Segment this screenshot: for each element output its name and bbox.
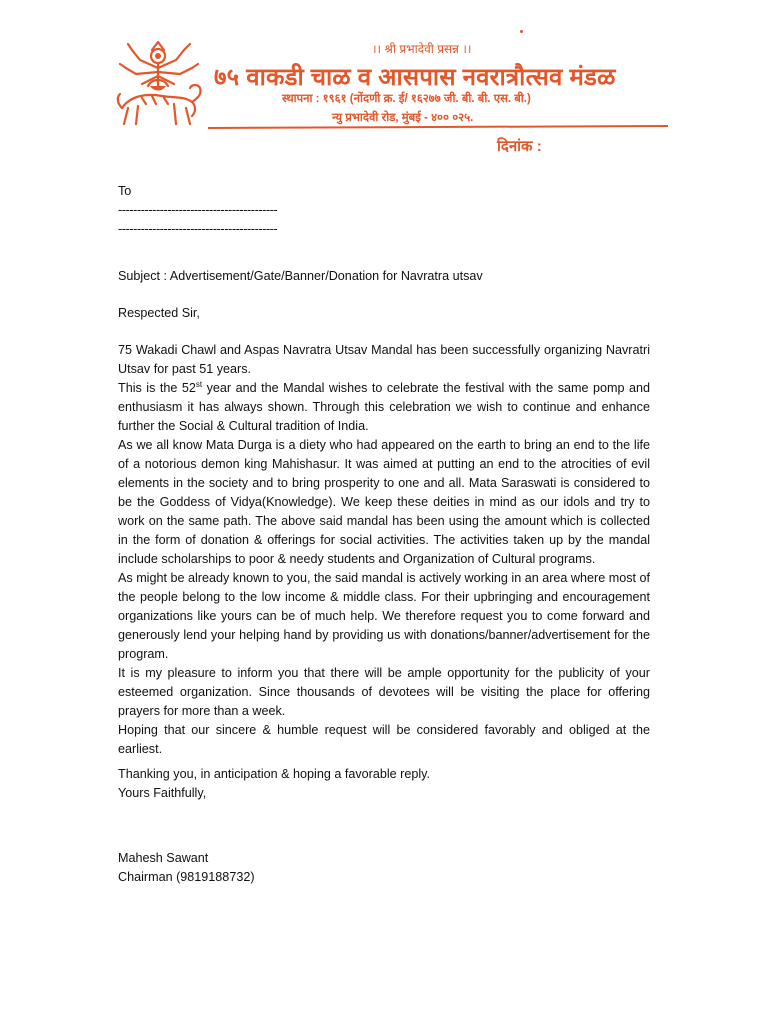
paragraph-intro: 75 Wakadi Chawl and Aspas Navratra Utsav Mandal has been successfully organizing Navratri Utsav for past 51 years. — [118, 343, 650, 376]
decorative-dot — [520, 30, 523, 33]
paragraph-year-rest: year and the Mandal wishes to celebrate the festival with the same pomp and enthusiasm it has always shown. Through this celebration we wish to continue and enhance further the Social & Cultural tradition of India. — [118, 381, 650, 433]
paragraph-publicity: It is my pleasure to inform you that there will be ample opportunity for the publicity of your esteemed organization. Since thousands of devotees will be visiting the place for offering prayers for more than a week. — [118, 666, 650, 718]
letterhead-blessing: ।। श्री प्रभादेवी प्रसन्न ।। — [372, 42, 472, 56]
goddess-durga-logo-icon — [112, 38, 204, 128]
addressee-to: To — [118, 184, 132, 198]
address-line: न्यु प्रभादेवी रोड, मुंबई - ४०० ०२५. — [332, 112, 474, 124]
signatory-name: Mahesh Sawant — [118, 851, 209, 865]
paragraph-area: As might be already known to you, the said mandal is actively working in an area where most of the people belong to the low income & middle class. For their upbringing and encouragement organizations like yours can be of much help. We therefore request you to come forward and generously lend your helping hand by providing us with donations/banner/advertisement for the program. — [118, 571, 651, 661]
registration-line: स्थापना : १९६१ (नोंदणी क्र. ई/ १६२७७ जी. बी. बी. एस. बी.) — [282, 93, 531, 105]
paragraph-durga: As we all know Mata Durga is a diety who had appeared on the earth to bring an end to the life of a notorious demon king Mahishasur. It was aimed at putting an end to the atrocities of evil elements in the society and to bring prosperity to one and all. Mata Saraswati is considered to be the Goddess of Vidya(Knowledge). We keep these deities in mind as our idols and try to work on the same path. The above said mandal has been using the amount which is collected in the form of donation & offerings for social activities. The activities taken up by the mandal include scholarships to poor & needy students and Organization of Cultural programs. — [118, 438, 650, 566]
date-label: दिनांक : — [497, 138, 542, 155]
closing-line: Yours Faithfully, — [118, 786, 207, 800]
paragraph-year — [118, 379, 650, 436]
letterhead-divider — [208, 125, 668, 129]
letterhead — [0, 0, 768, 160]
addressee-blank-line: ------------------------------------------ — [118, 203, 278, 217]
subject-line: Subject : Advertisement/Gate/Banner/Donation for Navratra utsav — [118, 269, 483, 283]
addressee-blank-line: ------------------------------------------ — [118, 222, 278, 236]
organization-name: ७५ वाकडी चाळ व आसपास नवरात्रौत्सव मंडळ — [214, 64, 616, 91]
thanks-line: Thanking you, in anticipation & hoping a favorable reply. — [118, 767, 431, 781]
signatory-title: Chairman (9819188732) — [118, 870, 255, 884]
paragraph-hoping: Hoping that our sincere & humble request will be considered favorably and obliged at the earliest. — [118, 723, 650, 756]
paragraph-year-start: This is the 52 — [118, 381, 196, 395]
letter-body — [118, 182, 650, 887]
salutation: Respected Sir, — [118, 306, 200, 320]
ordinal-suffix: st — [195, 379, 203, 389]
